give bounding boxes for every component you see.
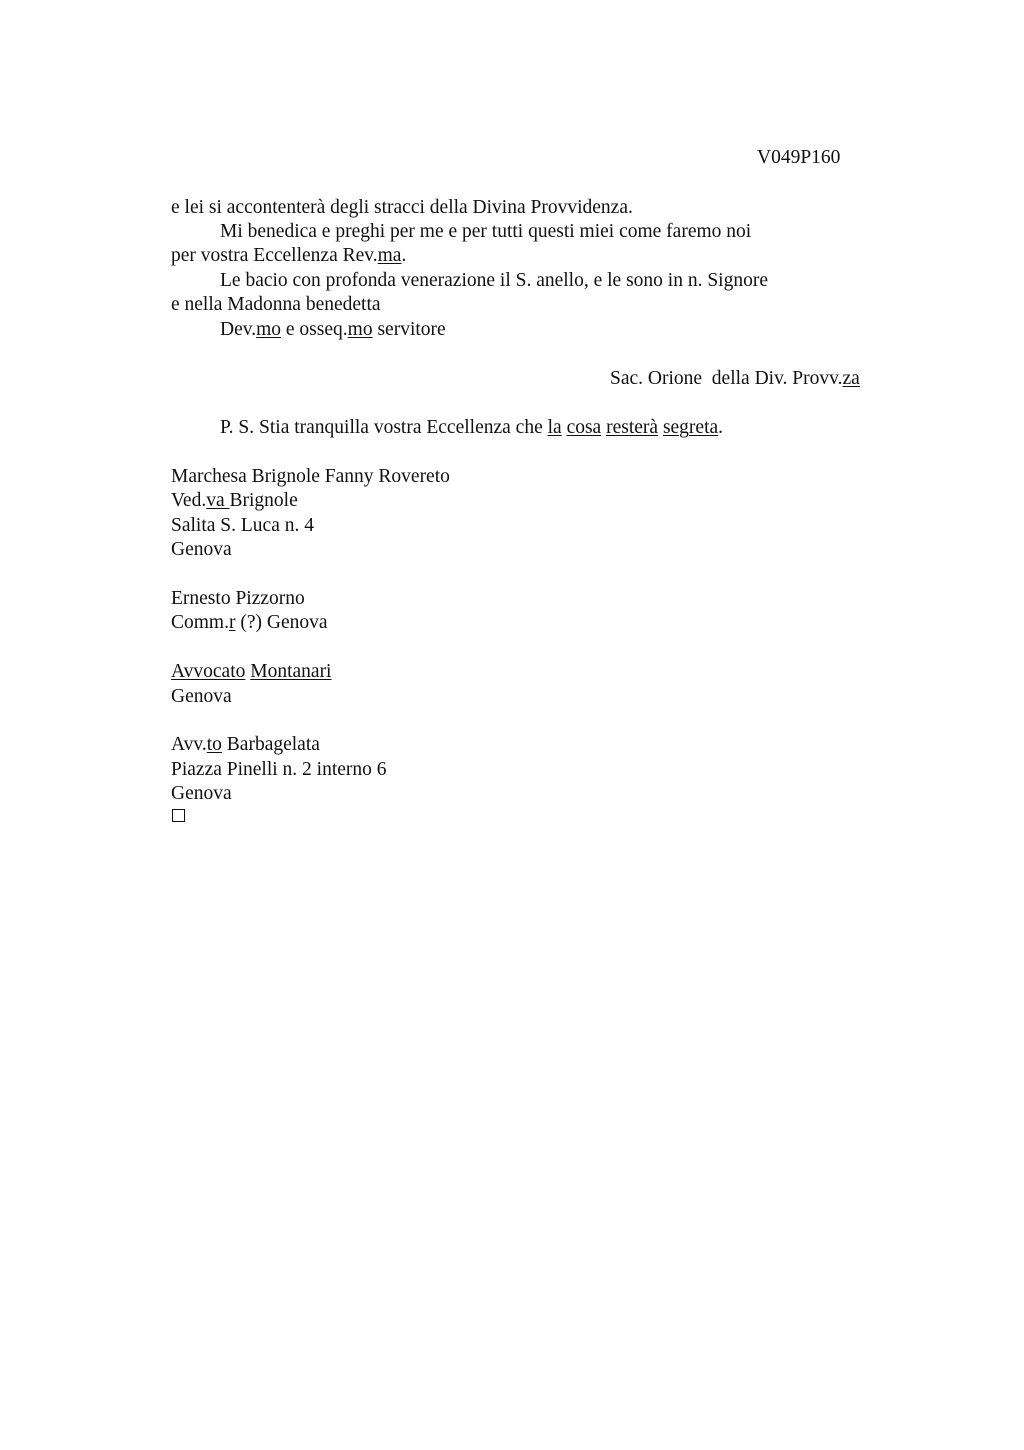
text-segment: . (718, 417, 724, 438)
address-line (171, 733, 320, 757)
body-line (171, 244, 406, 268)
address-line: Ernesto Pizzorno (171, 588, 305, 609)
address-line: Salita S. Luca n. 4 (171, 515, 314, 536)
closing-line (220, 318, 446, 342)
body-line: e lei si accontenterà degli stracci della Divina Provvidenza. (171, 197, 633, 218)
underlined-abbreviation: r (228, 612, 236, 633)
empty-box-icon (172, 809, 185, 822)
postscript (220, 416, 723, 440)
text-segment: e osseq. (281, 319, 348, 340)
text-segment: Sac. Orione della Div. Provv. (610, 368, 843, 389)
underlined-word: Montanari (250, 661, 332, 682)
underlined-word: la (547, 417, 562, 438)
underlined-word: resterà (606, 417, 659, 438)
address-line: Genova (171, 539, 232, 560)
address-line (171, 660, 331, 684)
underlined-abbreviation: za (842, 368, 860, 389)
text-segment: Dev. (220, 319, 257, 340)
text-segment: . (401, 245, 407, 266)
body-line: e nella Madonna benedetta (171, 294, 381, 315)
page-code: V049P160 (757, 147, 841, 168)
address-line: Marchesa Brignole Fanny Rovereto (171, 466, 450, 487)
underlined-abbreviation: ma (377, 245, 402, 266)
address-line: Genova (171, 783, 232, 804)
underlined-abbreviation: mo (256, 319, 282, 340)
text-segment: P. S. Stia tranquilla vostra Eccellenza che (220, 417, 548, 438)
text-segment: (?) Genova (235, 612, 328, 633)
address-line: Piazza Pinelli n. 2 interno 6 (171, 759, 387, 780)
text-segment: servitore (372, 319, 446, 340)
underlined-word: Avvocato (171, 661, 246, 682)
text-segment: per vostra Eccellenza Rev. (171, 245, 378, 266)
underlined-word: segreta (662, 417, 719, 438)
signature (610, 367, 860, 391)
address-line: Genova (171, 686, 232, 707)
text-segment: Ved. (171, 490, 207, 511)
address-line (171, 489, 298, 513)
underlined-abbreviation: va (206, 490, 230, 511)
text-segment: Avv. (171, 734, 207, 755)
text-segment: Brignole (229, 490, 298, 511)
text-segment: Comm. (171, 612, 229, 633)
address-line (171, 611, 328, 635)
text-segment: Barbagelata (221, 734, 320, 755)
body-line: Le bacio con profonda venerazione il S. anello, e le sono in n. Signore (220, 270, 768, 291)
body-line: Mi benedica e preghi per me e per tutti questi miei come faremo noi (220, 221, 752, 242)
underlined-abbreviation: mo (347, 319, 373, 340)
underlined-abbreviation: to (206, 734, 222, 755)
underlined-word: cosa (566, 417, 602, 438)
